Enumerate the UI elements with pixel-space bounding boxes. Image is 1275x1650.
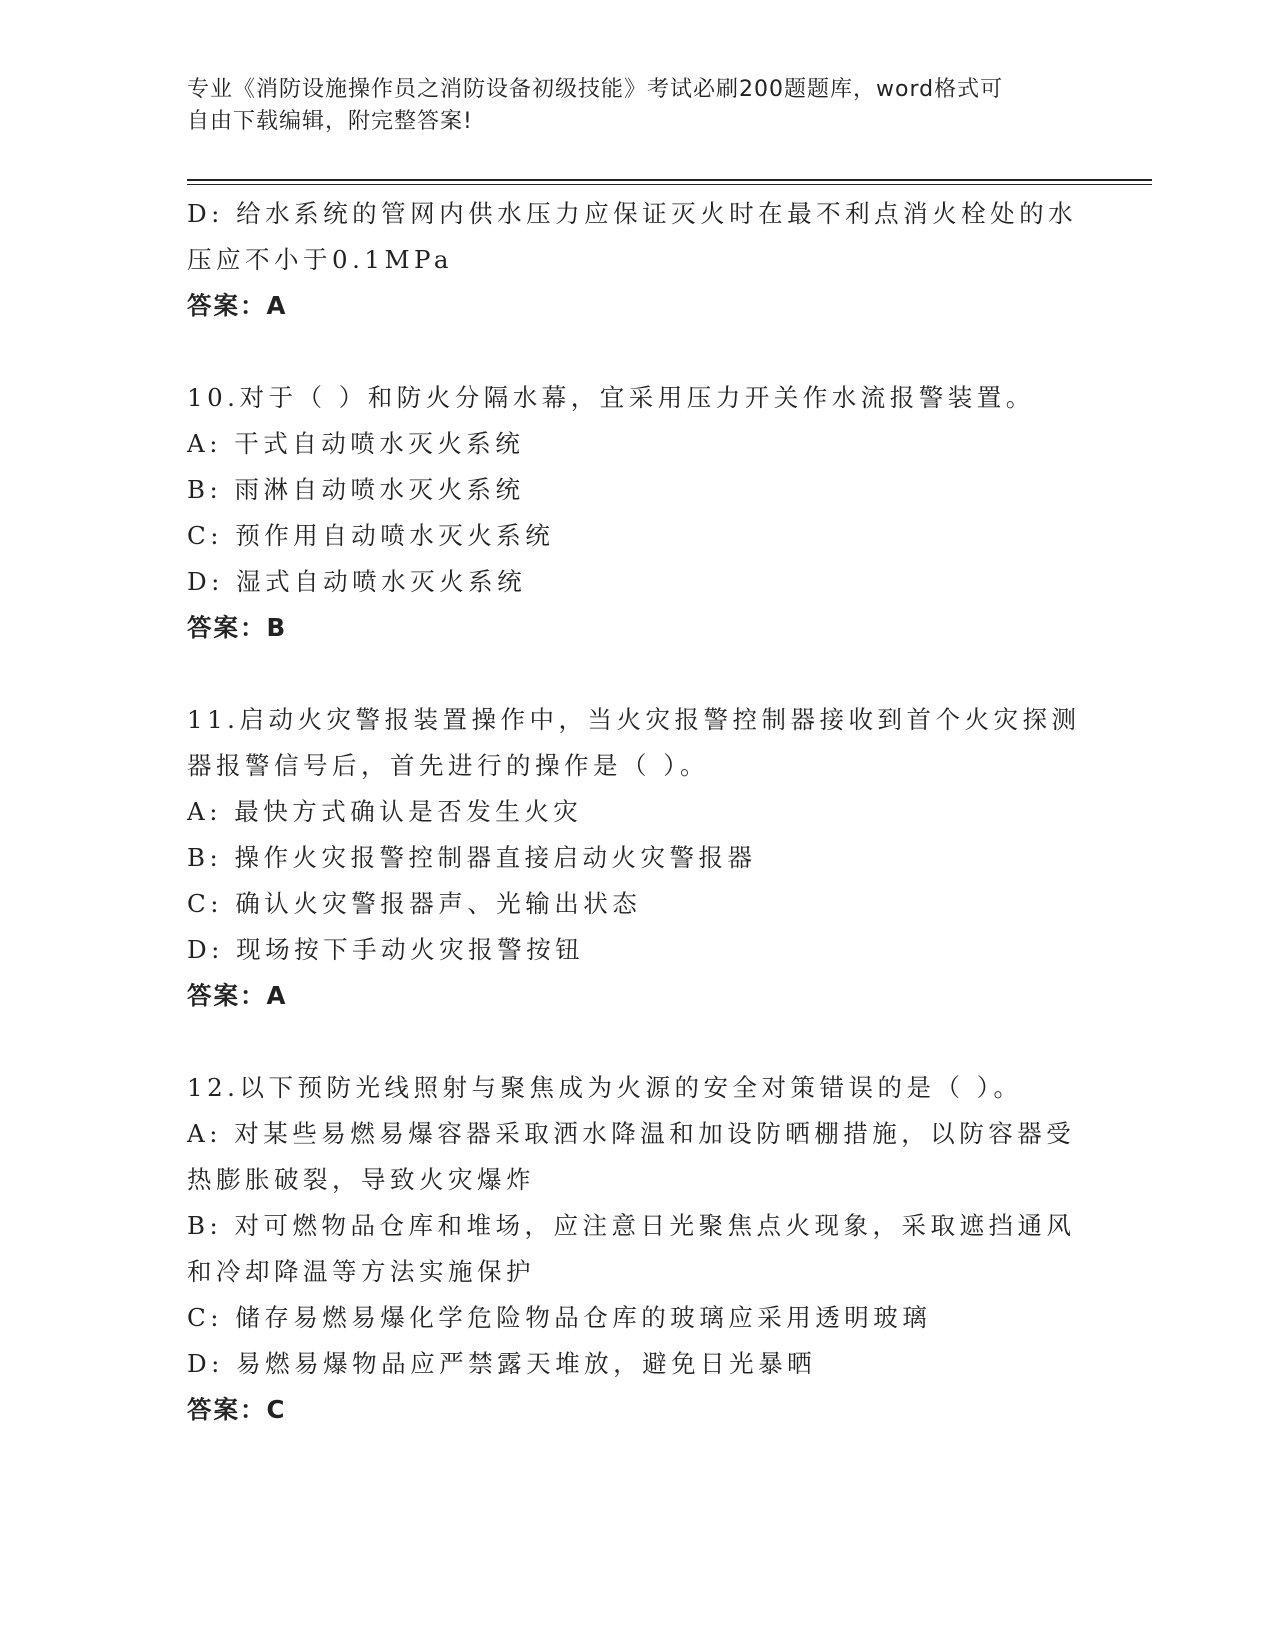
option-b: 和冷却降温等方法实施保护	[187, 1257, 535, 1286]
option-d: D: 现场按下手动火灾报警按钮	[187, 935, 585, 964]
question-10	[187, 375, 1087, 651]
question-11	[187, 697, 1087, 1019]
question-content	[187, 191, 1087, 1433]
spacer	[187, 1019, 1087, 1065]
header-divider-thick	[187, 179, 1152, 181]
answer-line: 答案：C	[187, 1395, 287, 1424]
question-stem: 10.对于（ ）和防火分隔水幕，宜采用压力开关作水流报警装置。	[187, 383, 1035, 412]
document-header	[187, 74, 1067, 138]
spacer	[187, 651, 1087, 697]
option-c: C: 预作用自动喷水灭火系统	[187, 521, 555, 550]
header-line-2: 自由下载编辑，附完整答案!	[187, 109, 473, 134]
question-12	[187, 1065, 1087, 1433]
option-a: A: 干式自动喷水灭火系统	[187, 429, 525, 458]
option-b: B: 雨淋自动喷水灭火系统	[187, 475, 525, 504]
question-stem: 12.以下预防光线照射与聚焦成为火源的安全对策错误的是（ ）。	[187, 1073, 1023, 1102]
option-a: A: 对某些易燃易爆容器采取洒水降温和加设防晒棚措施，以防容器受	[187, 1119, 1076, 1148]
option-b: B: 对可燃物品仓库和堆场，应注意日光聚焦点火现象，采取遮挡通风	[187, 1211, 1076, 1240]
option-d: D: 易燃易爆物品应严禁露天堆放，避免日光暴晒	[187, 1349, 817, 1378]
answer-line: 答案：A	[187, 981, 288, 1010]
answer-line: 答案：B	[187, 613, 288, 642]
question-stem: 11.启动火灾警报装置操作中，当火灾报警控制器接收到首个火灾探测	[187, 705, 1081, 734]
header-line-1: 专业《消防设施操作员之消防设备初级技能》考试必刷200题题库，word格式可	[187, 77, 1004, 102]
option-a: A: 最快方式确认是否发生火灾	[187, 797, 583, 826]
option-c: C: 确认火灾警报器声、光输出状态	[187, 889, 642, 918]
option-d: D: 湿式自动喷水灭火系统	[187, 567, 527, 596]
option-c: C: 储存易燃易爆化学危险物品仓库的玻璃应采用透明玻璃	[187, 1303, 932, 1332]
option-a: 热膨胀破裂，导致火灾爆炸	[187, 1165, 535, 1194]
question-9-continuation	[187, 191, 1087, 329]
option-d-line: D: 给水系统的管网内供水压力应保证灭火时在最不利点消火栓处的水	[187, 199, 1078, 228]
answer-line: 答案：A	[187, 291, 288, 320]
option-b: B: 操作火灾报警控制器直接启动火灾警报器	[187, 843, 757, 872]
spacer	[187, 329, 1087, 375]
header-divider-thin	[187, 184, 1152, 185]
question-stem: 器报警信号后，首先进行的操作是（ ）。	[187, 751, 710, 780]
option-d-line: 压应不小于0.1MPa	[187, 245, 454, 274]
